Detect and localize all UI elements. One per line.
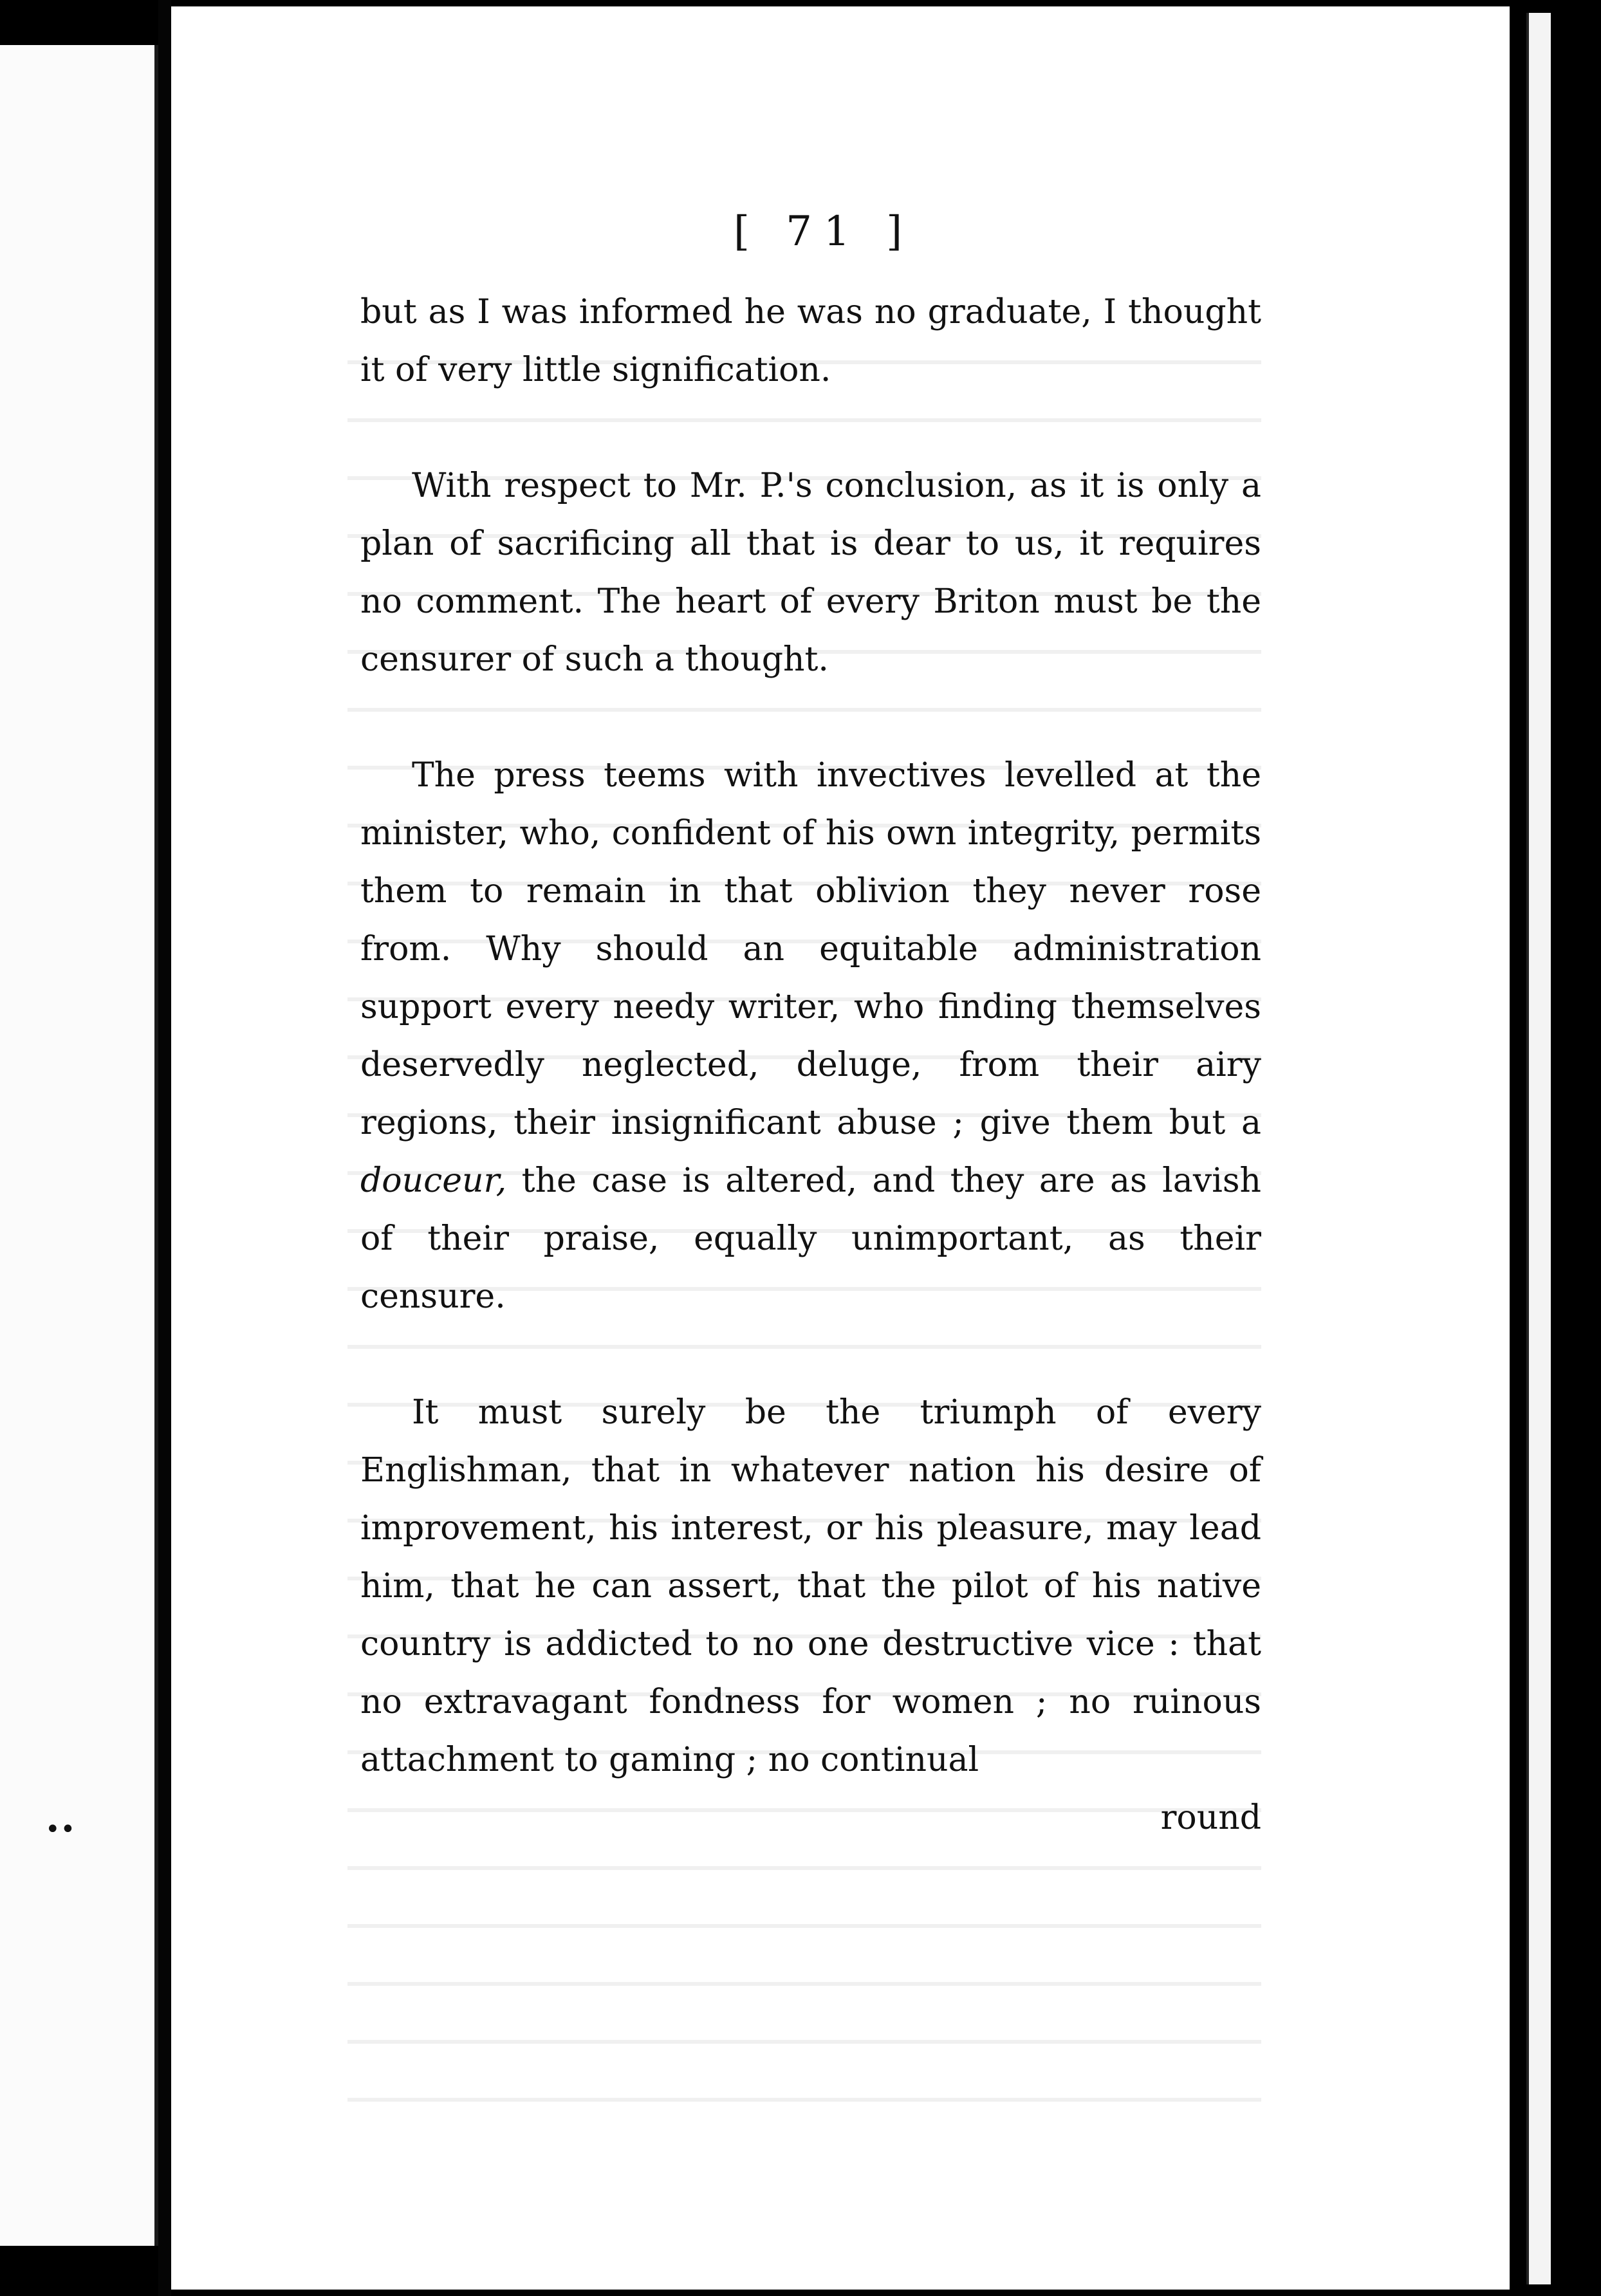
page-number: [ 71 ] [733, 208, 914, 255]
paragraph-spacer [360, 399, 1261, 457]
paragraph-2: With respect to Mr. P.'s conclusion, as it is only a plan of sacrificing all that is dear to us, it requires no comment. The heart of every Briton must be the censurer of such a thought. [360, 467, 1261, 679]
paragraph-3 [360, 746, 1261, 1326]
paragraph-1: but as I was informed he was no graduate, I thought it of very little signification. [360, 293, 1261, 389]
book-gutter [158, 0, 171, 2296]
catchword: round [1160, 1799, 1261, 1837]
paragraph-spacer [360, 1326, 1261, 1384]
margin-mark: •• [45, 1815, 76, 1844]
paragraph-3-text-a: The press teems with invectives levelled at the minister, who, confident of his own integrity, permits them to remain in that oblivion they never rose from. Why should an equitable administration support every needy writer, who finding themselves deservedly neglected, deluge, from their airy regions, their insignificant abuse ; give them but a [360, 756, 1261, 1142]
italic-word-douceur: douceur, [360, 1162, 507, 1200]
left-facing-page [0, 45, 158, 2246]
paragraph-3-text-b: the case is altered, and they are as lavish of their praise, equally unimportant, as their censure. [360, 1162, 1261, 1316]
paragraph-4: It must surely be the triumph of every Englishman, that in whatever nation his desire of improvement, his interest, or his pleasure, may lead him, that he can assert, that the pilot of his native country is addicted to no one destructive vice : that no extravagant fondness for women ; no ruinous attachment to gaming ; no continual [360, 1393, 1261, 1779]
paragraph-spacer [360, 689, 1261, 746]
next-page-edge-strip [1526, 13, 1551, 2284]
page-edge [1510, 0, 1601, 2296]
page-content [360, 206, 1261, 1847]
